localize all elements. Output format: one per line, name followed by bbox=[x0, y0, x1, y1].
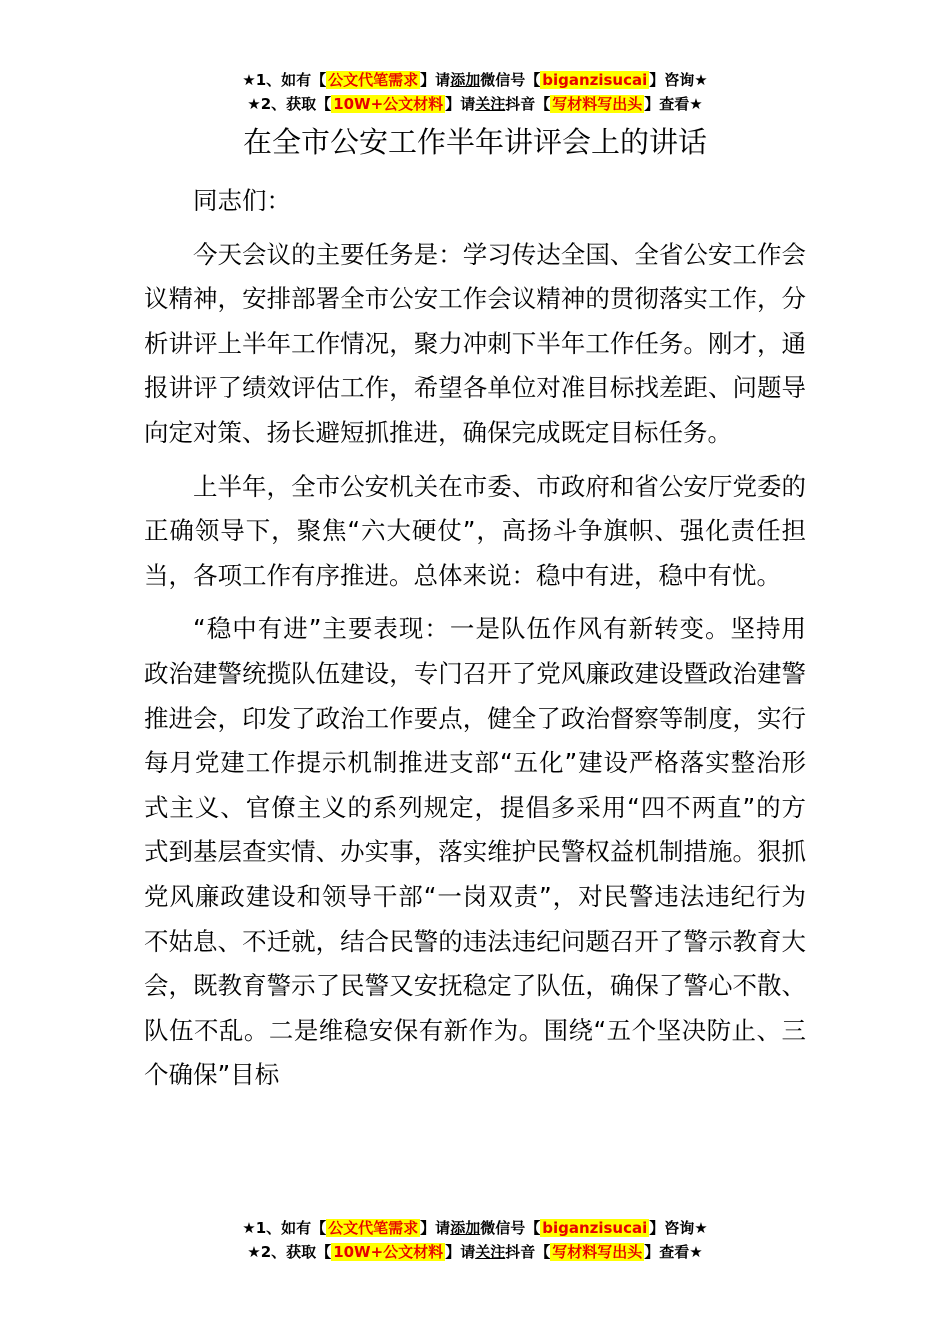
salutation: 同志们： bbox=[193, 186, 291, 215]
promo-line-2 bbox=[0, 1240, 950, 1264]
promo-text: ★2、获取【 bbox=[247, 95, 332, 113]
promo-highlight: 写材料写出头 bbox=[552, 95, 643, 113]
promo-highlight: 公文代笔需求 bbox=[328, 1219, 419, 1237]
promo-text: 微信号【 bbox=[480, 71, 541, 89]
promo-highlight: biganzisucai bbox=[542, 71, 648, 89]
promo-highlight: 10W+公文材料 bbox=[333, 95, 444, 113]
promo-text: 抖音【 bbox=[505, 95, 551, 113]
promo-text: ★1、如有【 bbox=[242, 1219, 327, 1237]
promo-text: ★1、如有【 bbox=[242, 71, 327, 89]
promo-highlight: 公文代笔需求 bbox=[328, 71, 419, 89]
promo-text: ★2、获取【 bbox=[247, 1243, 332, 1261]
document-body bbox=[144, 179, 806, 1098]
promo-text: 】请 bbox=[420, 1219, 451, 1237]
promo-text: 抖音【 bbox=[505, 1243, 551, 1261]
promo-line-1 bbox=[0, 1216, 950, 1240]
body-paragraph: 上半年，全市公安机关在市委、市政府和省公安厅党委的正确领导下，聚焦“六大硬仗”，高扬斗争旗帜、强化责任担当，各项工作有序推进。总体来说：稳中有进，稳中有忧。 bbox=[144, 471, 806, 590]
promo-banner-bottom bbox=[0, 1216, 950, 1264]
promo-highlight: 10W+公文材料 bbox=[333, 1243, 444, 1261]
promo-text: 】请 bbox=[445, 95, 476, 113]
promo-underline: 添加 bbox=[450, 71, 481, 89]
promo-text: 】咨询★ bbox=[649, 1219, 708, 1237]
promo-underline: 关注 bbox=[475, 1243, 506, 1261]
promo-line-1 bbox=[0, 68, 950, 92]
promo-text: 】查看★ bbox=[644, 95, 703, 113]
promo-text: 】咨询★ bbox=[649, 71, 708, 89]
promo-text: 】请 bbox=[445, 1243, 476, 1261]
promo-line-2 bbox=[0, 92, 950, 116]
promo-text: 微信号【 bbox=[480, 1219, 541, 1237]
promo-banner-top bbox=[0, 68, 950, 116]
body-paragraph: 今天会议的主要任务是：学习传达全国、全省公安工作会议精神，安排部署全市公安工作会议精神的贯彻落实工作，分析讲评上半年工作情况，聚力冲刺下半年工作任务。刚才，通报讲评了绩效评估工作，希望各单位对准目标找差距、问题导向定对策、扬长避短抓推进，确保完成既定目标任务。 bbox=[144, 239, 806, 447]
promo-underline: 添加 bbox=[450, 1219, 481, 1237]
body-paragraph: “稳中有进”主要表现：一是队伍作风有新转变。坚持用政治建警统揽队伍建设，专门召开了党风廉政建设暨政治建警推进会，印发了政治工作要点，健全了政治督察等制度，实行每月党建工作提示机制推进支部“五化”建设严格落实整治形式主义、官僚主义的系列规定，提倡多采用“四不两直”的方式到基层查实情、办实事，落实维护民警权益机制措施。狠抓党风廉政建设和领导干部“一岗双责”，对民警违法违纪行为不姑息、不迁就，结合民警的违法违纪问题召开了警示教育大会，既教育警示了民警又安抚稳定了队伍，确保了警心不散、队伍不乱。二是维稳安保有新作为。围绕“五个坚决防止、三个确保”目标 bbox=[144, 614, 806, 1090]
document-title: 在全市公安工作半年讲评会上的讲话 bbox=[242, 125, 707, 159]
promo-text: 】请 bbox=[420, 71, 451, 89]
promo-highlight: biganzisucai bbox=[542, 1219, 648, 1237]
promo-text: 】查看★ bbox=[644, 1243, 703, 1261]
promo-underline: 关注 bbox=[475, 95, 506, 113]
promo-highlight: 写材料写出头 bbox=[552, 1243, 643, 1261]
